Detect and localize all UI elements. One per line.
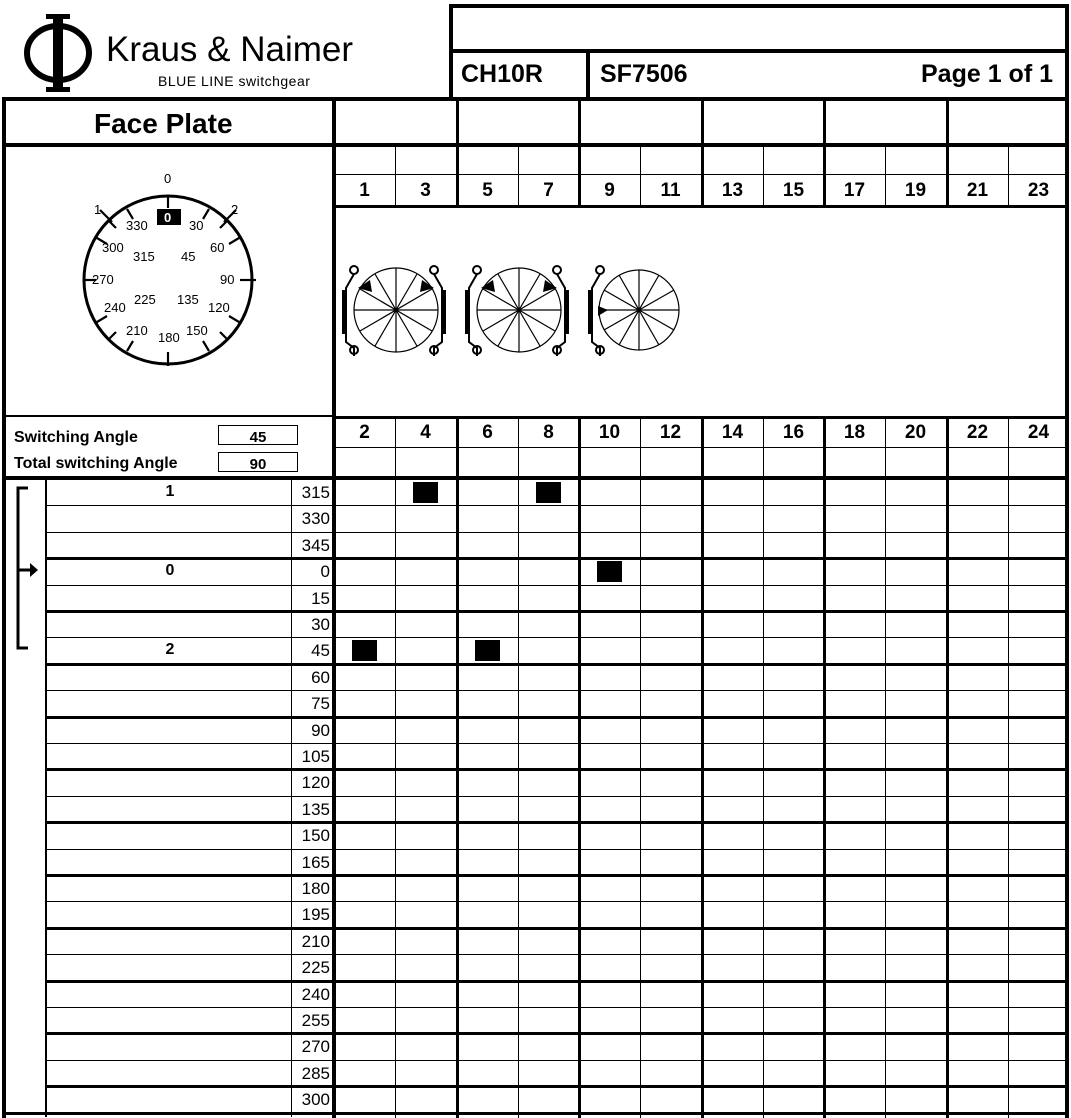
total-switching-angle-label: Total switching Angle	[14, 455, 178, 472]
angle-label: 165	[301, 853, 330, 872]
switch-position-label: 1	[165, 483, 175, 500]
model-number: CH10R	[461, 60, 543, 88]
terminal-number-top: 17	[843, 180, 866, 201]
dial-angle-label: 180	[158, 330, 180, 345]
terminal-number-top: 21	[966, 180, 989, 201]
position-range-bracket	[8, 486, 42, 654]
dial-angle-label: 30	[189, 218, 204, 233]
terminal-number-top: 13	[721, 180, 744, 201]
contact-closed-mark	[536, 482, 561, 503]
dial-angle-label: 240	[104, 300, 126, 315]
terminal-number-bottom: 18	[843, 422, 866, 443]
dial-marker: 0	[164, 171, 172, 186]
terminal-number-bottom: 4	[420, 422, 431, 443]
angle-label: 30	[311, 615, 330, 634]
terminal-number-top: 19	[904, 180, 927, 201]
dial-angle-label: 120	[208, 300, 230, 315]
face-plate-title: Face Plate	[94, 108, 233, 139]
angle-label: 225	[301, 958, 330, 977]
terminal-number-bottom: 12	[659, 422, 682, 443]
brand-subtitle: BLUE LINE switchgear	[158, 73, 311, 89]
terminal-number-bottom: 10	[598, 422, 621, 443]
terminal-number-top: 7	[543, 180, 554, 201]
terminal-number-bottom: 6	[482, 422, 493, 443]
angle-label: 0	[320, 562, 330, 581]
contact-closed-mark	[413, 482, 438, 503]
contact-diagram	[336, 210, 1069, 414]
dial-angle-label: 60	[210, 240, 225, 255]
contact-closed-mark	[352, 640, 377, 661]
diagram-code: SF7506	[600, 60, 688, 88]
angle-label: 315	[301, 483, 330, 502]
angle-label: 180	[301, 879, 330, 898]
angle-label: 105	[301, 747, 330, 766]
dial-angle-label: 210	[126, 323, 148, 338]
dial-marker: 2	[231, 202, 239, 217]
terminal-number-bottom: 16	[782, 422, 805, 443]
angle-label: 270	[301, 1037, 330, 1056]
phi-logo-icon	[22, 12, 96, 94]
dial-angle-label: 225	[134, 292, 156, 307]
dial-marker: 1	[94, 202, 102, 217]
dial-angle-label: 270	[92, 272, 114, 287]
switching-angle-label: Switching Angle	[14, 429, 138, 446]
terminal-number-bottom: 22	[966, 422, 989, 443]
angle-label: 75	[311, 694, 330, 713]
dial-angle-label: 0	[164, 210, 172, 225]
angle-label: 135	[301, 800, 330, 819]
angle-label: 285	[301, 1064, 330, 1083]
angle-label: 210	[301, 932, 330, 951]
terminal-number-top: 15	[782, 180, 805, 201]
angle-label: 255	[301, 1011, 330, 1030]
terminal-number-bottom: 24	[1027, 422, 1050, 443]
total-switching-angle-value: 90	[249, 456, 267, 473]
page-indicator: Page 1 of 1	[921, 60, 1053, 88]
dial-angle-label: 90	[220, 272, 235, 287]
angle-label: 240	[301, 985, 330, 1004]
angle-label: 330	[301, 509, 330, 528]
dial-angle-label: 150	[186, 323, 208, 338]
angle-label: 15	[311, 589, 330, 608]
switching-angle-value: 45	[249, 429, 267, 446]
switch-position-label: 0	[165, 562, 175, 579]
dial-angle-label: 315	[133, 249, 155, 264]
terminal-number-top: 11	[660, 180, 681, 201]
angle-label: 195	[301, 905, 330, 924]
terminal-number-top: 3	[420, 180, 431, 201]
contact-closed-mark	[597, 561, 622, 582]
switch-position-label: 2	[165, 641, 175, 658]
terminal-number-bottom: 8	[543, 422, 554, 443]
terminal-number-bottom: 14	[721, 422, 744, 443]
dial-angle-label: 135	[177, 292, 199, 307]
brand-name: Kraus & Naimer	[106, 30, 354, 69]
terminal-number-bottom: 20	[904, 422, 927, 443]
terminal-number-bottom: 2	[359, 422, 370, 443]
angle-label: 90	[311, 721, 330, 740]
dial-angle-label: 330	[126, 218, 148, 233]
angle-label: 300	[301, 1090, 330, 1109]
angle-label: 345	[301, 536, 330, 555]
terminal-number-top: 9	[604, 180, 615, 201]
angle-label: 120	[301, 773, 330, 792]
dial-angle-label: 45	[181, 249, 196, 264]
angle-label: 60	[311, 668, 330, 687]
angle-label: 150	[301, 826, 330, 845]
dial-angle-label: 300	[102, 240, 124, 255]
contact-closed-mark	[475, 640, 500, 661]
angle-label: 45	[311, 641, 330, 660]
terminal-number-top: 23	[1027, 180, 1050, 201]
terminal-number-top: 5	[482, 180, 493, 201]
terminal-number-top: 1	[359, 180, 370, 201]
